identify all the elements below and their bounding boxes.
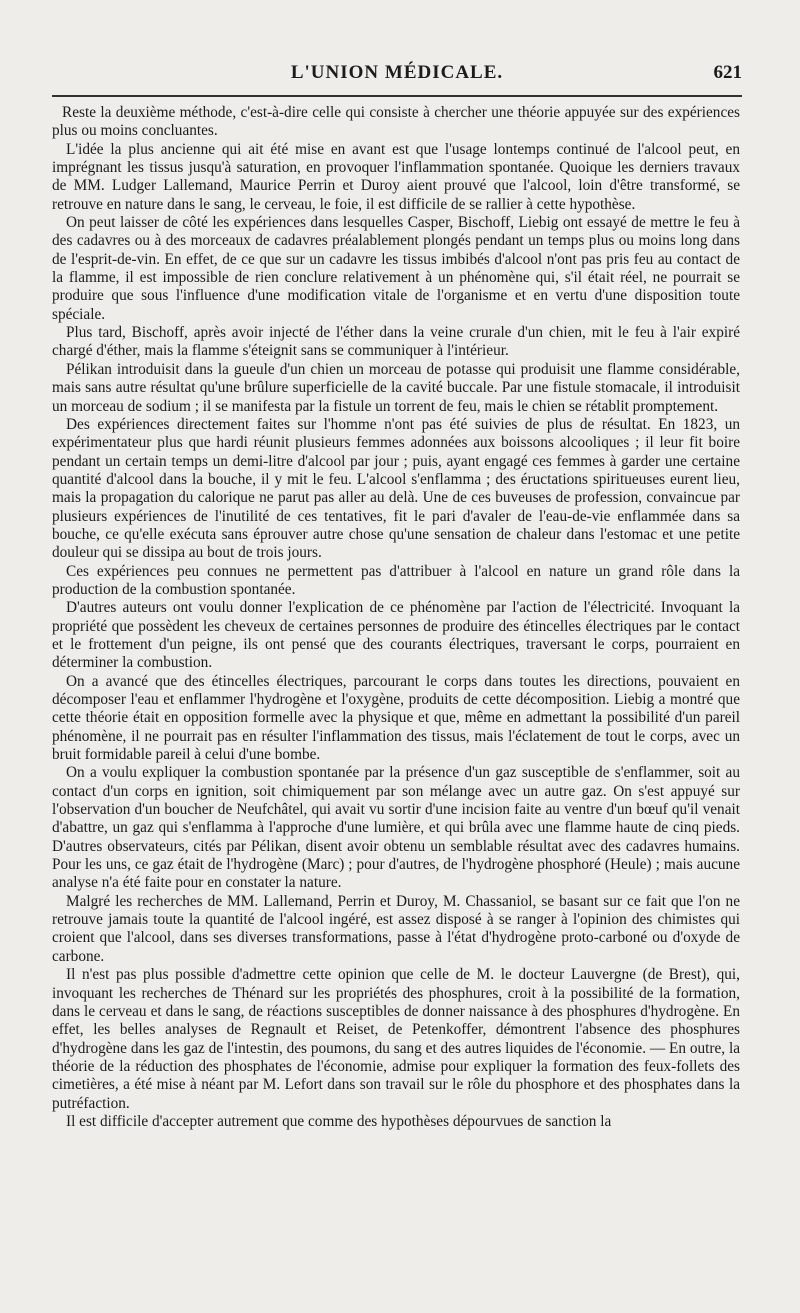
page-number: 621 <box>713 62 742 83</box>
paragraph: Malgré les recherches de MM. Lallemand, Perrin et Duroy, M. Chassaniol, se basant sur ce fait que l'on ne retrouve jamais toute la quantité de l'alcool ingéré, est assez disposé à se ranger à l'opinion des chimistes qui croient que l'alcool, dans ses diverses transformations, passe à l'état d'hydrogène proto-carboné ou d'oxyde de carbone. <box>52 892 740 965</box>
paragraph: L'idée la plus ancienne qui ait été mise en avant est que l'usage lontemps continué de l'alcool peut, en imprégnant les tissus jusqu'à saturation, en provoquer l'inflammation spontanée. Quoique les derniers travaux de MM. Ludger Lallemand, Maurice Perrin et Duroy aient prouvé que l'alcool, loin d'être transformé, se retrouve en nature dans le sang, le cerveau, le foie, il est difficile de se rallier à cette hypothèse. <box>52 140 740 213</box>
paragraph: D'autres auteurs ont voulu donner l'explication de ce phénomène par l'action de l'électricité. Invoquant la propriété que possèdent les cheveux de certaines personnes de produire des étincelles électriques par le contact et le frottement d'un peigne, ils ont pensé que des courants électriques, traversant le corps, pourraient en déterminer la combustion. <box>52 599 740 672</box>
paragraph: Des expériences directement faites sur l'homme n'ont pas été suivies de plus de résultat. En 1823, un expérimentateur plus que hardi réunit plusieurs femmes adonnées aux boissons alcooliques ; il leur fit boire pendant un certain temps un demi-litre d'alcool par jour ; puis, ayant engagé ces femmes à garder une certaine quantité d'alcool dans la bouche, il y mit le feu. L'alcool s'enflamma ; des éructations spiritueuses eurent lieu, mais la propagation du calorique ne parut pas aller au delà. Une de ces buveuses de profession, convaincue par plusieurs expériences de l'inutilité de ces tentatives, fit le pari d'avaler de l'eau-de-vie enflammée dans sa bouche, ce qu'elle exécuta sans éprouver autre chose qu'une sensation de chaleur dans l'estomac et une petite douleur qui se dissipa au bout de trois jours. <box>52 415 740 562</box>
paragraph: On peut laisser de côté les expériences dans lesquelles Casper, Bischoff, Liebig ont essayé de mettre le feu à des cadavres ou à des morceaux de cadavres préalablement plongés pendant un temps plus ou moins long dans de l'esprit-de-vin. En effet, de ce que sur un cadavre les tissus imbibés d'alcool n'ont pas pris feu au contact de la flamme, il est impossible de rien conclure relativement à un phénomène qui, s'il était réel, ne pourrait se produire que sous l'influence d'une modification vitale de l'organisme et en vertu d'une disposition toute spéciale. <box>52 214 740 323</box>
running-head: L'UNION MÉDICALE. <box>290 62 504 83</box>
paragraph: Pélikan introduisit dans la gueule d'un chien un morceau de potasse qui produisit une flamme considérable, mais sans autre résultat qu'une brûlure superficielle de la cavité buccale. Par une fistule stomacale, il introduisit un morceau de sodium ; il se manifesta par la fistule un torrent de feu, mais le chien se rétablit promptement. <box>52 360 740 415</box>
paragraph: Plus tard, Bischoff, après avoir injecté de l'éther dans la veine crurale d'un chien, mit le feu à l'air expiré chargé d'éther, mais la flamme s'éteignit sans se communiquer à l'intérieur. <box>52 324 740 360</box>
header-rule <box>52 95 742 97</box>
paragraph: Reste la deuxième méthode, c'est-à-dire celle qui consiste à chercher une théorie appuyée sur des expériences plus ou moins concluantes. <box>52 104 740 140</box>
page-header <box>52 62 742 90</box>
paragraph: Il est difficile d'accepter autrement que comme des hypothèses dépourvues de sanction la <box>66 1112 612 1130</box>
paragraph: Il n'est pas plus possible d'admettre cette opinion que celle de M. le docteur Lauvergne (de Brest), qui, invoquant les recherches de Thénard sur les propriétés des phosphures, croit à la possibilité de la formation, dans le cerveau et dans le sang, de réactions susceptibles de donner naissance à des phosphures d'hydrogène. En effet, les belles analyses de Regnault et Reiset, de Petenkoffer, démontrent l'absence des phosphures d'hydrogène dans les gaz de l'intestin, des poumons, du sang et des autres liquides de l'économie. — En outre, la théorie de la réduction des phosphates de l'économie, admise pour expliquer la formation des feux-follets des cimetières, a été mise à néant par M. Lefort dans son travail sur le rôle du phosphore et des phosphates dans la putréfaction. <box>52 966 740 1112</box>
paragraph: On a avancé que des étincelles électriques, parcourant le corps dans toutes les directions, pouvaient en décomposer l'eau et enflammer l'hydrogène et l'oxygène, produits de cette décomposition. Liebig a montré que cette théorie était en opposition formelle avec la physique et que, même en admettant la possibilité d'un pareil phénomène, il ne pourrait pas en résulter l'inflammation des tissus, mais l'éclatement de tout le corps, avec un bruit formidable pareil à celui d'une bombe. <box>52 672 740 764</box>
paragraph: On a voulu expliquer la combustion spontanée par la présence d'un gaz susceptible de s'enflammer, soit au contact d'un corps en ignition, soit chimiquement par son mélange avec un autre gaz. On s'est appuyé sur l'observation d'un boucher de Neufchâtel, qui avait vu sortir d'une incision faite au ventre d'un bœuf qu'il venait d'abattre, un gaz qui s'enflamma à l'approche d'une lumière, et qui brûla avec une flamme haute de cinq pieds. D'autres observateurs, cités par Pélikan, disent avoir obtenu un semblable résultat avec des cadavres humains. Pour les uns, ce gaz était de l'hydrogène (Marc) ; pour d'autres, de l'hydrogène phosphoré (Heule) ; mais aucune analyse n'a été faite pour en constater la nature. <box>52 764 740 892</box>
body-text <box>52 104 740 1131</box>
paragraph: Ces expériences peu connues ne permettent pas d'attribuer à l'alcool en nature un grand rôle dans la production de la combustion spontanée. <box>52 562 740 598</box>
